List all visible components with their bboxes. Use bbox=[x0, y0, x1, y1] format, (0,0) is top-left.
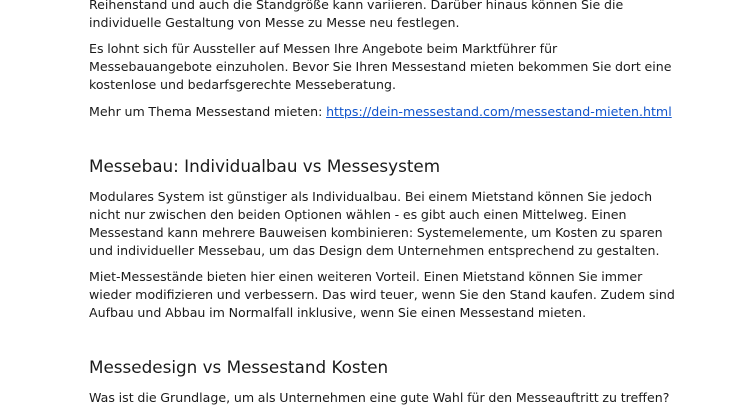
text-line: wieder modifizieren und verbessern. Das wird teuer, wenn Sie den Stand kaufen. Zudem sind bbox=[89, 287, 675, 302]
text-line: und individueller Messebau, um das Design dem Unternehmen entsprechend zu gestalten. bbox=[89, 243, 660, 258]
text-line: individuelle Gestaltung von Messe zu Messe neu festlegen. bbox=[89, 15, 460, 30]
text-line: nicht nur zwischen den beiden Optionen wählen - es gibt auch einen Mittelweg. Einen bbox=[89, 207, 627, 222]
text-line: Messebauangebote einzuholen. Bevor Sie Ihren Messestand mieten bekommen Sie dort eine bbox=[89, 59, 672, 74]
paragraph-grundlage bbox=[89, 389, 689, 407]
text-line: kostenlose und bedarfsgerechte Messeberatung. bbox=[89, 77, 396, 92]
text-line: Modulares System ist günstiger als Individualbau. Bei einem Mietstand können Sie jedoch bbox=[89, 189, 653, 204]
text-line: Was ist die Grundlage, um als Unternehmen eine gute Wahl für den Messeauftritt zu treffen? bbox=[89, 390, 670, 405]
text-line: Reihenstand und auch die Standgröße kann variieren. Darüber hinaus können Sie die bbox=[89, 0, 624, 12]
document-page bbox=[89, 0, 689, 407]
intro-paragraph-angebote bbox=[89, 40, 689, 94]
messestand-mieten-link[interactable]: https://dein-messestand.com/messestand-mieten.html bbox=[326, 104, 672, 119]
heading-messedesign: Messedesign vs Messestand Kosten bbox=[89, 357, 389, 377]
text-line: Messestand kann mehrere Bauweisen kombinieren: Systemelemente, um Kosten zu sparen bbox=[89, 225, 663, 240]
text-line: Es lohnt sich für Aussteller auf Messen Ihre Angebote beim Marktführer für bbox=[89, 41, 558, 56]
intro-paragraph-link bbox=[89, 103, 689, 121]
heading-individualbau: Messebau: Individualbau vs Messesystem bbox=[89, 156, 441, 176]
text-line: Miet-Messestände bieten hier einen weiteren Vorteil. Einen Mietstand können Sie immer bbox=[89, 269, 643, 284]
text-line: Aufbau und Abbau im Normalfall inklusive, wenn Sie einen Messestand mieten. bbox=[89, 305, 587, 320]
intro-paragraph-standgroesse bbox=[89, 0, 689, 32]
paragraph-modulares-system bbox=[89, 188, 689, 260]
paragraph-miet-messestaende bbox=[89, 268, 689, 322]
link-prefix-text: Mehr um Thema Messestand mieten: bbox=[89, 104, 327, 119]
